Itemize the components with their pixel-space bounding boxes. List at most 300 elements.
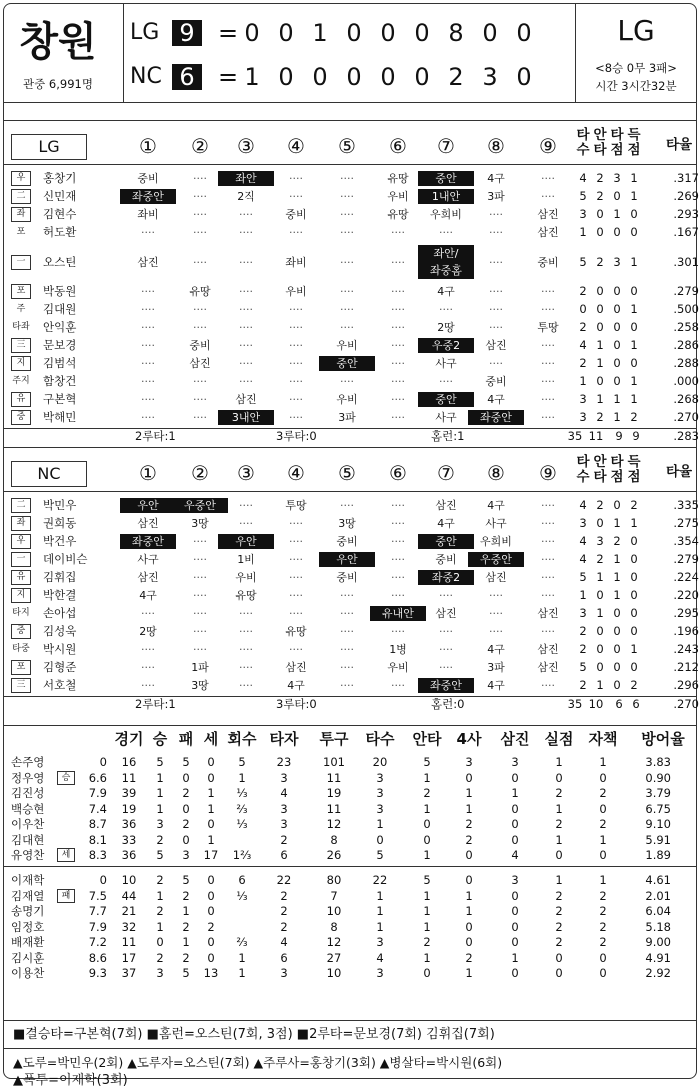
atbat-result: 중비 (485, 375, 507, 388)
pitcher-stat: 8 (330, 832, 338, 847)
score-total: 6 (172, 64, 202, 90)
player-stat: 2 (596, 189, 604, 203)
position-label: 二 (11, 498, 31, 513)
pitcher-stat: 1 (207, 786, 215, 800)
pitching-panel (3, 725, 697, 1025)
pitcher-stat: 1 (238, 966, 246, 980)
divider-line (3, 120, 697, 121)
player-stat: 3 (579, 207, 587, 221)
pitcher-name: 이재학 (11, 873, 45, 887)
player-stat: 2 (579, 284, 587, 298)
pitcher-decision: 승 (57, 771, 75, 785)
player-name: 문보경 (43, 338, 77, 352)
score-team: LG (130, 20, 160, 45)
pitcher-decision: 패 (57, 889, 75, 903)
player-name: 김대원 (43, 302, 77, 316)
pitcher-stat: 0 (599, 950, 607, 965)
pitcher-stat: ⅓ (236, 817, 248, 831)
player-stat: 0 (596, 624, 604, 638)
pitcher-stat: 2 (423, 935, 431, 949)
atbat-result: 좌안/ 좌중홈 (418, 245, 474, 279)
atbat-result: 투땅 (537, 321, 559, 334)
empty-atbat: ···· (193, 190, 207, 203)
atbat-result: 유땅 (189, 285, 211, 298)
pitcher-stat: ⅔ (236, 935, 248, 949)
atbat-result: 삼진 (537, 661, 559, 674)
empty-atbat: ···· (141, 643, 155, 656)
pitcher-stat: 17 (121, 950, 137, 965)
atbat-result: 4구 (487, 499, 505, 512)
pitcher-name: 이용찬 (11, 966, 45, 980)
homeruns-total: 홈런:0 (431, 697, 465, 711)
empty-atbat: ···· (289, 303, 303, 316)
empty-atbat: ···· (439, 661, 453, 674)
atbat-result: 삼진 (485, 571, 507, 584)
pitcher-stat: 9.00 (645, 935, 671, 949)
player-name: 박동원 (43, 284, 77, 298)
pitcher-stat: 0 (555, 950, 563, 965)
position-label: 중 (11, 624, 31, 639)
position-label: 좌 (11, 207, 31, 222)
pitcher-stat: 1 (555, 873, 563, 887)
empty-atbat: ···· (541, 375, 555, 388)
pitcher-stat: 2 (555, 935, 563, 949)
team-total: 9 (632, 429, 640, 443)
empty-atbat: ···· (193, 303, 207, 316)
empty-atbat: ···· (541, 679, 555, 692)
player-avg: .296 (673, 678, 699, 692)
pitcher-stat: 2 (465, 832, 473, 847)
pitcher-era-start: 8.7 (88, 817, 107, 831)
empty-atbat: ···· (193, 553, 207, 566)
atbat-result: 3파 (487, 661, 505, 674)
player-stat: 2 (596, 498, 604, 512)
player-stat: 0 (613, 302, 621, 316)
empty-atbat: ···· (193, 393, 207, 406)
pitcher-stat: 2 (182, 786, 190, 800)
atbat-result: 삼진 (285, 661, 307, 674)
atbat-result: 1파 (191, 661, 209, 674)
pitcher-stat: 32 (121, 919, 137, 934)
player-avg: .243 (673, 642, 699, 656)
empty-atbat: ···· (391, 411, 405, 424)
inning-header: ⑤ (338, 461, 356, 485)
player-stat: 0 (613, 225, 621, 239)
empty-atbat: ···· (391, 499, 405, 512)
empty-atbat: ···· (541, 411, 555, 424)
empty-atbat: ···· (239, 517, 253, 530)
pitching-header: 패 (178, 730, 194, 748)
player-avg: .268 (673, 392, 699, 406)
empty-atbat: ···· (141, 321, 155, 334)
empty-atbat: ···· (391, 339, 405, 352)
pitcher-stat: 1 (156, 801, 164, 816)
empty-atbat: ···· (193, 571, 207, 584)
empty-atbat: ···· (193, 255, 207, 269)
pitcher-stat: 0 (207, 950, 215, 965)
empty-atbat: ···· (289, 517, 303, 530)
atbat-result: 우중2 (418, 338, 474, 353)
pitching-header: 삼진 (500, 730, 530, 748)
atbat-result: 중안 (319, 356, 375, 371)
pitcher-stat: 0 (511, 832, 519, 847)
empty-atbat: ···· (289, 535, 303, 548)
atbat-result: 3땅 (191, 517, 209, 530)
stat-header-bottom: 수 (576, 469, 590, 485)
empty-atbat: ···· (439, 303, 453, 316)
position-label: 一 (11, 255, 31, 270)
score-row (130, 62, 570, 92)
empty-atbat: ···· (239, 255, 253, 269)
team-avg: .283 (673, 429, 699, 443)
atbat-result: 중비 (285, 208, 307, 221)
pitcher-stat: 17 (203, 848, 219, 862)
empty-atbat: ···· (489, 357, 503, 370)
player-stat: 0 (613, 189, 621, 203)
empty-atbat: ···· (391, 255, 405, 269)
pitcher-stat: 1 (182, 904, 190, 918)
pitcher-name: 손주영 (11, 755, 45, 769)
empty-atbat: ···· (340, 625, 354, 638)
pitcher-stat: 1 (207, 832, 215, 847)
pitcher-stat: 2 (599, 904, 607, 918)
pitcher-stat: 1 (423, 919, 431, 934)
pitcher-stat: 0 (207, 904, 215, 918)
pitcher-stat: 0 (511, 888, 519, 903)
player-name: 김휘집 (43, 570, 77, 584)
empty-atbat: ···· (340, 226, 354, 239)
player-avg: .275 (673, 516, 699, 530)
pitcher-stat: 0 (511, 817, 519, 831)
note-line: ▲도루=박민우(2회) ▲도루자=오스틴(7회) ▲주루사=홍창기(3회) ▲병살타=박시원(6회) (13, 1055, 503, 1070)
inning-header: ② (191, 134, 209, 158)
divider (575, 3, 576, 103)
player-avg: .212 (673, 660, 699, 674)
atbat-result: 중비 (137, 172, 159, 185)
empty-atbat: ···· (141, 411, 155, 424)
inning-header: ⑤ (338, 134, 356, 158)
empty-atbat: ···· (489, 625, 503, 638)
pitcher-stat: 0 (511, 966, 519, 980)
pitcher-stat: 1 (156, 888, 164, 903)
pitcher-era-start: 0 (99, 755, 107, 769)
player-stat: 0 (630, 356, 638, 370)
pitcher-stat: 6.04 (645, 904, 671, 918)
pitching-header: 회수 (227, 730, 257, 748)
player-name: 김범석 (43, 356, 77, 370)
pitcher-era-start: 9.3 (88, 966, 107, 980)
player-avg: .000 (673, 374, 699, 388)
player-stat: 2 (630, 410, 638, 424)
pitcher-stat: 1 (555, 801, 563, 816)
empty-atbat: ···· (289, 357, 303, 370)
atbat-result: 유땅 (235, 589, 257, 602)
pitcher-stat: 3 (156, 817, 164, 831)
pitcher-stat: 27 (326, 950, 342, 965)
empty-atbat: ···· (239, 303, 253, 316)
empty-atbat: ···· (193, 535, 207, 548)
pitcher-stat: 0 (182, 832, 190, 847)
atbat-result: 2땅 (139, 625, 157, 638)
player-avg: .317 (673, 171, 699, 185)
player-stat: 1 (613, 410, 621, 424)
pitcher-stat: 0 (423, 817, 431, 831)
pitcher-stat: 4 (376, 950, 384, 965)
pitcher-stat: 3.79 (645, 786, 671, 800)
pitcher-stat: 0 (376, 832, 384, 847)
avg-header: 타율 (665, 137, 693, 153)
divider-line (3, 491, 697, 492)
empty-atbat: ···· (541, 393, 555, 406)
atbat-result: 삼진 (235, 393, 257, 406)
empty-atbat: ···· (289, 607, 303, 620)
player-avg: .279 (673, 284, 699, 298)
pitching-header: 안타 (412, 730, 442, 748)
player-stat: 2 (579, 356, 587, 370)
pitcher-stat: 0 (465, 873, 473, 887)
pitcher-stat: 101 (323, 755, 345, 769)
empty-atbat: ···· (541, 625, 555, 638)
atbat-result: 우안 (319, 552, 375, 567)
empty-atbat: ···· (391, 553, 405, 566)
pitcher-stat: 19 (121, 801, 137, 816)
pitcher-stat: 1 (207, 801, 215, 816)
empty-atbat: ···· (340, 607, 354, 620)
atbat-result: 좌중안 (418, 678, 474, 693)
player-stat: 1 (579, 225, 587, 239)
pitcher-stat: 2 (555, 904, 563, 918)
pitcher-stat: 2 (555, 919, 563, 934)
venue: 창원 (19, 19, 97, 65)
empty-atbat: ···· (340, 208, 354, 221)
player-stat: 2 (579, 320, 587, 334)
atbat-result: 2직 (237, 190, 255, 203)
empty-atbat: ···· (340, 321, 354, 334)
inning-score: 0 (346, 19, 362, 47)
empty-atbat: ···· (541, 571, 555, 584)
empty-atbat: ···· (391, 517, 405, 530)
pitcher-era-start: 6.6 (88, 770, 107, 785)
atbat-result: 좌비 (137, 208, 159, 221)
player-stat: 2 (579, 678, 587, 692)
inning-score: 8 (448, 19, 464, 47)
pitcher-stat: 1 (423, 888, 431, 903)
pitching-header: 방어율 (641, 730, 685, 748)
player-stat: 1 (596, 570, 604, 584)
inning-header: ③ (237, 461, 255, 485)
stat-header-top: 득 (627, 127, 641, 143)
nc-batting-panel (3, 447, 697, 747)
atbat-result: 1병 (389, 643, 407, 656)
team-total: 9 (615, 429, 623, 443)
pitcher-stat: 2 (599, 786, 607, 800)
empty-atbat: ···· (289, 321, 303, 334)
empty-atbat: ···· (391, 679, 405, 692)
pitcher-stat: 2 (182, 817, 190, 831)
player-stat: 0 (630, 570, 638, 584)
pitcher-stat: 1 (599, 873, 607, 887)
pitcher-stat: 5.91 (645, 832, 671, 847)
player-name: 안익훈 (43, 320, 77, 334)
pitcher-stat: 22 (372, 873, 388, 887)
pitcher-stat: 1 (465, 786, 473, 800)
player-stat: 1 (630, 171, 638, 185)
inning-header: ⑨ (539, 134, 557, 158)
player-stat: 4 (579, 534, 587, 548)
player-avg: .293 (673, 207, 699, 221)
atbat-result: 좌중2 (418, 570, 474, 585)
pitcher-stat: 11 (121, 935, 137, 949)
pitcher-stat: 1 (599, 832, 607, 847)
empty-atbat: ···· (391, 375, 405, 388)
atbat-result: 투땅 (285, 499, 307, 512)
pitcher-stat: 3 (280, 817, 288, 831)
pitcher-stat: 5 (156, 755, 164, 769)
pitcher-stat: 2 (280, 904, 288, 918)
player-avg: .220 (673, 588, 699, 602)
inning-header: ④ (287, 134, 305, 158)
player-name: 김형준 (43, 660, 77, 674)
empty-atbat: ···· (289, 226, 303, 239)
pitcher-stat: 2 (280, 919, 288, 934)
pitcher-name: 이우찬 (11, 817, 45, 831)
empty-atbat: ···· (439, 589, 453, 602)
pitcher-stat: 5 (182, 966, 190, 980)
player-stat: 3 (579, 392, 587, 406)
player-avg: .335 (673, 498, 699, 512)
pitcher-stat: 2 (599, 888, 607, 903)
pitcher-stat: 6 (280, 848, 288, 862)
atbat-result: 4구 (437, 517, 455, 530)
player-stat: 0 (630, 320, 638, 334)
inning-header: ② (191, 461, 209, 485)
empty-atbat: ···· (289, 339, 303, 352)
player-stat: 1 (630, 338, 638, 352)
empty-atbat: ···· (141, 661, 155, 674)
pitcher-stat: 23 (276, 755, 292, 769)
pitcher-era-start: 7.7 (88, 904, 107, 918)
empty-atbat: ···· (541, 357, 555, 370)
pitcher-stat: 0 (207, 935, 215, 949)
empty-atbat: ···· (489, 607, 503, 620)
player-name: 함창건 (43, 374, 77, 388)
pitcher-stat: 0 (423, 832, 431, 847)
atbat-result: 4구 (487, 393, 505, 406)
pitcher-name: 김대현 (11, 832, 45, 847)
empty-atbat: ···· (239, 357, 253, 370)
atbat-result: 우희비 (480, 535, 512, 548)
empty-atbat: ···· (340, 643, 354, 656)
pitcher-stat: 1 (511, 950, 519, 965)
pitcher-stat: 3 (280, 966, 288, 980)
pitcher-stat: 0 (511, 919, 519, 934)
pitcher-stat: 4 (511, 848, 519, 862)
player-name: 김현수 (43, 207, 77, 221)
player-stat: 0 (613, 356, 621, 370)
stat-header-top: 안 (593, 454, 607, 470)
position-label: 유 (11, 392, 31, 407)
pitcher-stat: 11 (326, 801, 342, 816)
pitcher-stat: 1 (376, 888, 384, 903)
pitcher-stat: 3.83 (645, 755, 671, 769)
player-stat: 1 (613, 392, 621, 406)
pitcher-name: 유영찬 (11, 848, 45, 862)
empty-atbat: ···· (289, 190, 303, 203)
player-stat: 0 (596, 225, 604, 239)
player-stat: 0 (596, 588, 604, 602)
pitcher-stat: 0 (599, 848, 607, 862)
position-label: 지 (11, 356, 31, 371)
pitcher-stat: 16 (121, 755, 137, 769)
pitcher-name: 임정호 (11, 919, 45, 934)
empty-atbat: ···· (141, 375, 155, 388)
atbat-result: 우비 (285, 285, 307, 298)
player-stat: 3 (579, 606, 587, 620)
pitching-header: 자책 (588, 730, 618, 748)
atbat-result: 사구 (485, 517, 507, 530)
empty-atbat: ···· (340, 190, 354, 203)
pitcher-stat: 1 (465, 801, 473, 816)
player-stat: 1 (613, 516, 621, 530)
player-stat: 0 (630, 284, 638, 298)
player-name: 박해민 (43, 410, 77, 424)
empty-atbat: ···· (340, 375, 354, 388)
pitcher-stat: 0 (207, 755, 215, 769)
empty-atbat: ···· (541, 589, 555, 602)
player-stat: 0 (630, 624, 638, 638)
pitcher-stat: 0 (555, 848, 563, 862)
player-stat: 0 (596, 302, 604, 316)
inning-score: 1 (312, 19, 328, 47)
pitcher-stat: 10 (326, 966, 342, 980)
pitcher-stat: 21 (121, 904, 137, 918)
atbat-result: 유땅 (387, 208, 409, 221)
player-name: 박시원 (43, 642, 77, 656)
player-stat: 2 (596, 254, 604, 269)
player-stat: 2 (596, 410, 604, 424)
player-name: 박건우 (43, 534, 77, 548)
position-label: 주지 (12, 376, 30, 386)
pitcher-stat: 0 (465, 848, 473, 862)
empty-atbat: ···· (239, 208, 253, 221)
player-stat: 0 (596, 320, 604, 334)
player-stat: 0 (613, 320, 621, 334)
player-stat: 3 (579, 516, 587, 530)
player-stat: 2 (596, 552, 604, 566)
player-stat: 4 (579, 171, 587, 185)
pitching-header: 투구 (319, 730, 349, 748)
pitcher-stat: 36 (121, 848, 137, 862)
pitcher-stat: 1 (156, 919, 164, 934)
player-stat: 0 (630, 534, 638, 548)
stat-header-bottom: 타 (593, 469, 607, 485)
empty-atbat: ···· (340, 679, 354, 692)
atbat-result: 삼진 (537, 643, 559, 656)
pitcher-stat: 4 (280, 786, 288, 800)
team-total: 35 (567, 697, 583, 711)
player-avg: .196 (673, 624, 699, 638)
player-avg: .354 (673, 534, 699, 548)
pitcher-stat: 3 (280, 801, 288, 816)
player-stat: 1 (596, 338, 604, 352)
pitcher-stat: 5 (423, 755, 431, 769)
stat-header-top: 타 (610, 127, 624, 143)
pitcher-name: 정우영 (11, 770, 45, 785)
empty-atbat: ···· (439, 625, 453, 638)
empty-atbat: ···· (239, 285, 253, 298)
player-stat: 3 (579, 410, 587, 424)
atbat-result: 삼진 (137, 517, 159, 530)
